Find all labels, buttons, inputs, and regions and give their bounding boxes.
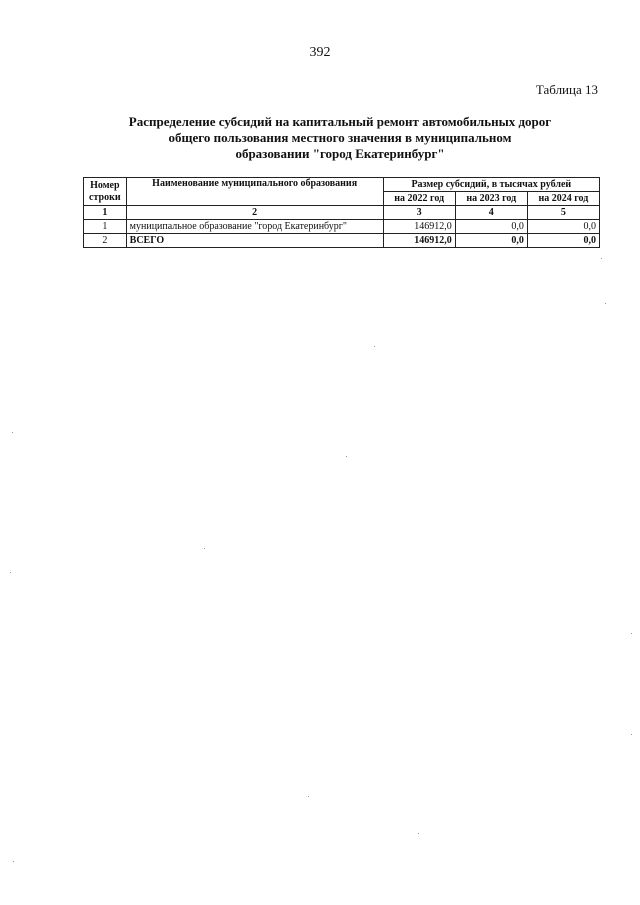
row-name: муниципальное образование "город Екатеринбург" [126,220,383,234]
value-2022: 146912,0 [383,220,455,234]
header-row-number-line1: Номер [90,179,120,191]
document-title [80,114,600,162]
column-number: 1 [84,206,127,220]
column-number: 4 [455,206,527,220]
scan-speck [601,258,602,259]
value-2022: 146912,0 [383,234,455,248]
header-row-number-line2: строки [89,191,121,203]
scan-speck [13,861,14,862]
scan-speck [10,572,11,573]
scan-speck [631,633,632,634]
value-2024: 0,0 [527,234,599,248]
column-numbers-row [84,206,600,220]
column-number: 5 [527,206,599,220]
scan-speck [605,303,606,304]
header-year-2022: на 2022 год [383,192,455,206]
header-amount-group: Размер субсидий, в тысячах рублей [383,178,599,192]
header-year-2024: на 2024 год [527,192,599,206]
scan-speck [374,346,375,347]
value-2023: 0,0 [455,220,527,234]
header-row-number [84,178,127,206]
row-number: 2 [84,234,127,248]
title-line: Распределение субсидий на капитальный ремонт автомобильных дорог [128,114,552,129]
title-line: общего пользования местного значения в муниципальном [168,130,512,145]
scan-speck [631,734,632,735]
scan-speck [418,833,419,834]
header-name: Наименование муниципального образования [126,178,383,206]
scan-speck [204,548,205,549]
table-label: Таблица 13 [535,82,598,97]
scan-speck [12,432,13,433]
value-2023: 0,0 [455,234,527,248]
column-number: 3 [383,206,455,220]
row-number: 1 [84,220,127,234]
row-name: ВСЕГО [126,234,383,248]
header-year-2023: на 2023 год [455,192,527,206]
page-number: 392 [309,45,331,60]
scan-speck [308,796,309,797]
subsidies-table [83,177,600,248]
table-row [84,220,600,234]
header-row [84,178,600,192]
value-2024: 0,0 [527,220,599,234]
table-row-total [84,234,600,248]
scan-speck [346,456,347,457]
column-number: 2 [126,206,383,220]
title-line: образовании "город Екатеринбург" [235,146,445,161]
